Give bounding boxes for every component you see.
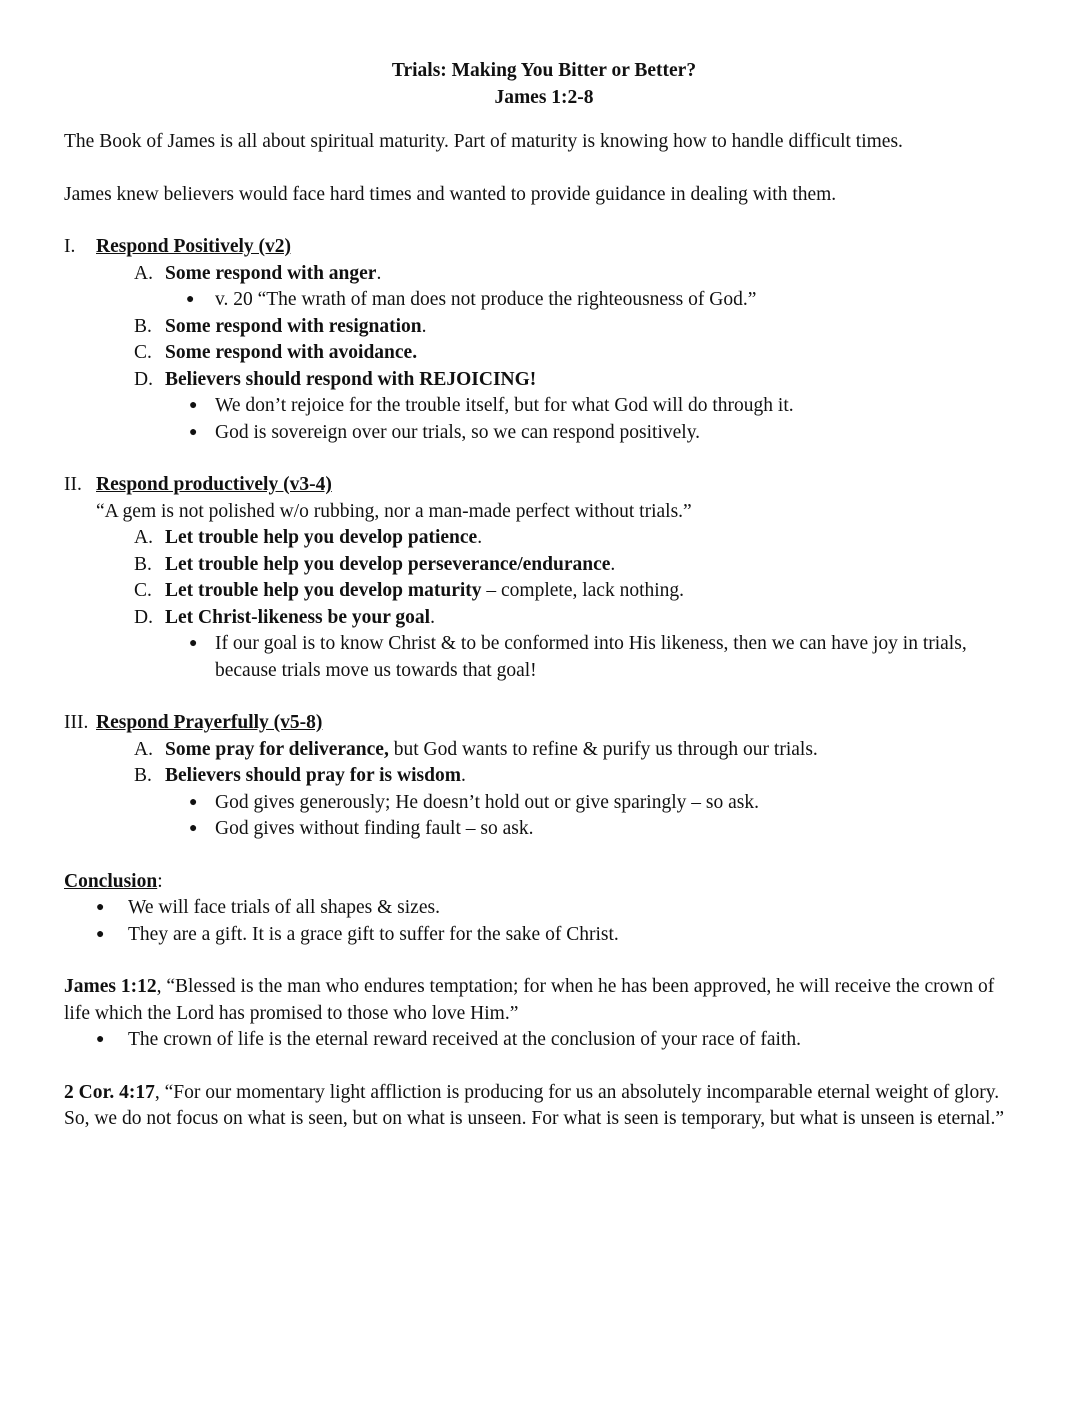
section-1-point-b: [64, 314, 1024, 341]
point-letter: A.: [134, 262, 153, 284]
section-2-quote: “A gem is not polished w/o rubbing, nor a man-made perfect without trials.”: [96, 500, 692, 522]
point-text: .: [477, 527, 483, 548]
point-letter: A.: [134, 738, 153, 760]
conclusion-bullet-2: [64, 922, 1024, 949]
section-3-point-a: [64, 737, 1024, 764]
bullet-icon: ●: [189, 636, 198, 651]
section-number: III.: [64, 712, 89, 733]
point-letter: D.: [134, 606, 153, 628]
verse-james-bullet: [64, 1027, 1024, 1054]
point-bold-text: Let trouble help you develop perseverance/endurance: [165, 553, 611, 575]
point-bold-text: Some respond with resignation: [165, 315, 422, 337]
bullet-text: We will face trials of all shapes & sizes.: [128, 897, 440, 918]
section-1-point-d: [64, 367, 1024, 394]
bullet-icon: ●: [96, 900, 105, 915]
section-2-point-d: [64, 605, 1024, 632]
section-2-point-a: [64, 525, 1024, 552]
point-bold-text: Let trouble help you develop patience: [165, 527, 478, 548]
section-2-point-b: [64, 552, 1024, 579]
section-3-point-b: [64, 763, 1024, 790]
point-text: .: [430, 606, 435, 628]
intro-paragraph-1: The Book of James is all about spiritual maturity. Part of maturity is knowing how to handle difficult times.: [64, 131, 903, 152]
point-text: .: [610, 553, 616, 575]
bullet-text: They are a gift. It is a grace gift to suffer for the sake of Christ.: [128, 923, 619, 945]
section-1-point-a-bullet: [64, 287, 1024, 314]
point-bold-text: Let Christ-likeness be your goal: [165, 606, 431, 628]
bullet-icon: ●: [186, 292, 195, 307]
bullet-text: We don’t rejoice for the trouble itself, but for what God will do through it.: [215, 395, 794, 416]
verse-text: , “Blessed is the man who endures temptation; for when he has been approved, he will receive the crown of life which the Lord has promised to those who love Him.”: [64, 976, 995, 1024]
section-1-point-d-bullet-2: [64, 420, 1024, 447]
bullet-text: If our goal is to know Christ & to be conformed into His likeness, then we can have joy in trials, because trials move us towards that goal!: [215, 633, 967, 681]
section-title: Respond Prayerfully (v5-8): [96, 712, 323, 733]
point-bold-text: Some respond with avoidance.: [165, 342, 418, 363]
point-text: .: [421, 315, 427, 337]
point-letter: B.: [134, 553, 152, 575]
bullet-icon: ●: [189, 821, 198, 836]
section-2-point-c: [64, 578, 1024, 605]
point-text: – complete, lack nothing.: [481, 580, 685, 601]
point-bold-text: Let trouble help you develop maturity: [165, 580, 482, 601]
section-3-point-b-bullet-1: [64, 790, 1024, 817]
section-1-point-d-bullet-1: [64, 393, 1024, 420]
point-letter: C.: [134, 580, 152, 601]
section-3-heading: [64, 710, 1024, 737]
point-letter: B.: [134, 765, 152, 786]
bullet-icon: ●: [189, 424, 198, 440]
section-title: Respond productively (v3-4): [96, 474, 332, 495]
section-2-heading: [64, 472, 1024, 499]
section-number: II.: [64, 474, 82, 495]
bullet-text: The crown of life is the eternal reward received at the conclusion of your race of faith.: [128, 1029, 801, 1050]
point-letter: C.: [134, 342, 152, 363]
document-subtitle: James 1:2-8: [494, 86, 594, 108]
point-letter: B.: [134, 315, 152, 337]
section-title: Respond Positively (v2): [96, 236, 291, 257]
section-2-point-d-bullet-1: [64, 631, 1024, 684]
point-letter: D.: [134, 368, 153, 390]
bullet-icon: ●: [189, 794, 198, 810]
bullet-icon: ●: [189, 398, 198, 413]
verse-2-cor-4-17: [64, 1080, 1024, 1133]
conclusion-bullet-1: [64, 895, 1024, 922]
section-1-point-c: [64, 340, 1024, 367]
conclusion-title: Conclusion: [64, 870, 158, 892]
conclusion-colon: :: [157, 870, 163, 892]
bullet-text: God gives generously; He doesn’t hold out or give sparingly – so ask.: [215, 791, 759, 813]
verse-james-1-12: [64, 974, 1024, 1027]
verse-text: , “For our momentary light affliction is producing for us an absolutely incomparable eternal weight of glory. So, we do not focus on what is seen, but on what is unseen. For what is seen is temporary, but what is unseen is eternal.”: [64, 1081, 1004, 1129]
point-bold-text: Believers should respond with REJOICING!: [165, 368, 537, 390]
section-1-heading: [64, 234, 1024, 261]
point-bold-text: Some pray for deliverance,: [165, 738, 389, 760]
section-number: I.: [64, 236, 76, 257]
section-1-point-a: [64, 261, 1024, 288]
point-letter: A.: [134, 527, 153, 548]
bullet-text: God gives without finding fault – so ask.: [215, 818, 534, 839]
bullet-text: v. 20 “The wrath of man does not produce the righteousness of God.”: [215, 289, 757, 310]
point-text: .: [376, 262, 382, 284]
point-bold-text: Some respond with anger: [165, 262, 377, 284]
conclusion-heading: [64, 869, 1024, 896]
verse-reference: 2 Cor. 4:17: [64, 1081, 155, 1103]
point-bold-text: Believers should pray for is wisdom: [165, 765, 461, 786]
verse-reference: James 1:12: [64, 976, 157, 997]
bullet-text: God is sovereign over our trials, so we can respond positively.: [215, 421, 701, 443]
point-text: but God wants to refine & purify us through our trials.: [388, 738, 818, 760]
section-3-point-b-bullet-2: [64, 816, 1024, 843]
point-text: .: [460, 765, 466, 786]
bullet-icon: ●: [96, 926, 105, 942]
document-title: Trials: Making You Bitter or Better?: [391, 60, 697, 81]
intro-paragraph-2: James knew believers would face hard times and wanted to provide guidance in dealing with them.: [64, 183, 837, 205]
bullet-icon: ●: [96, 1032, 105, 1047]
